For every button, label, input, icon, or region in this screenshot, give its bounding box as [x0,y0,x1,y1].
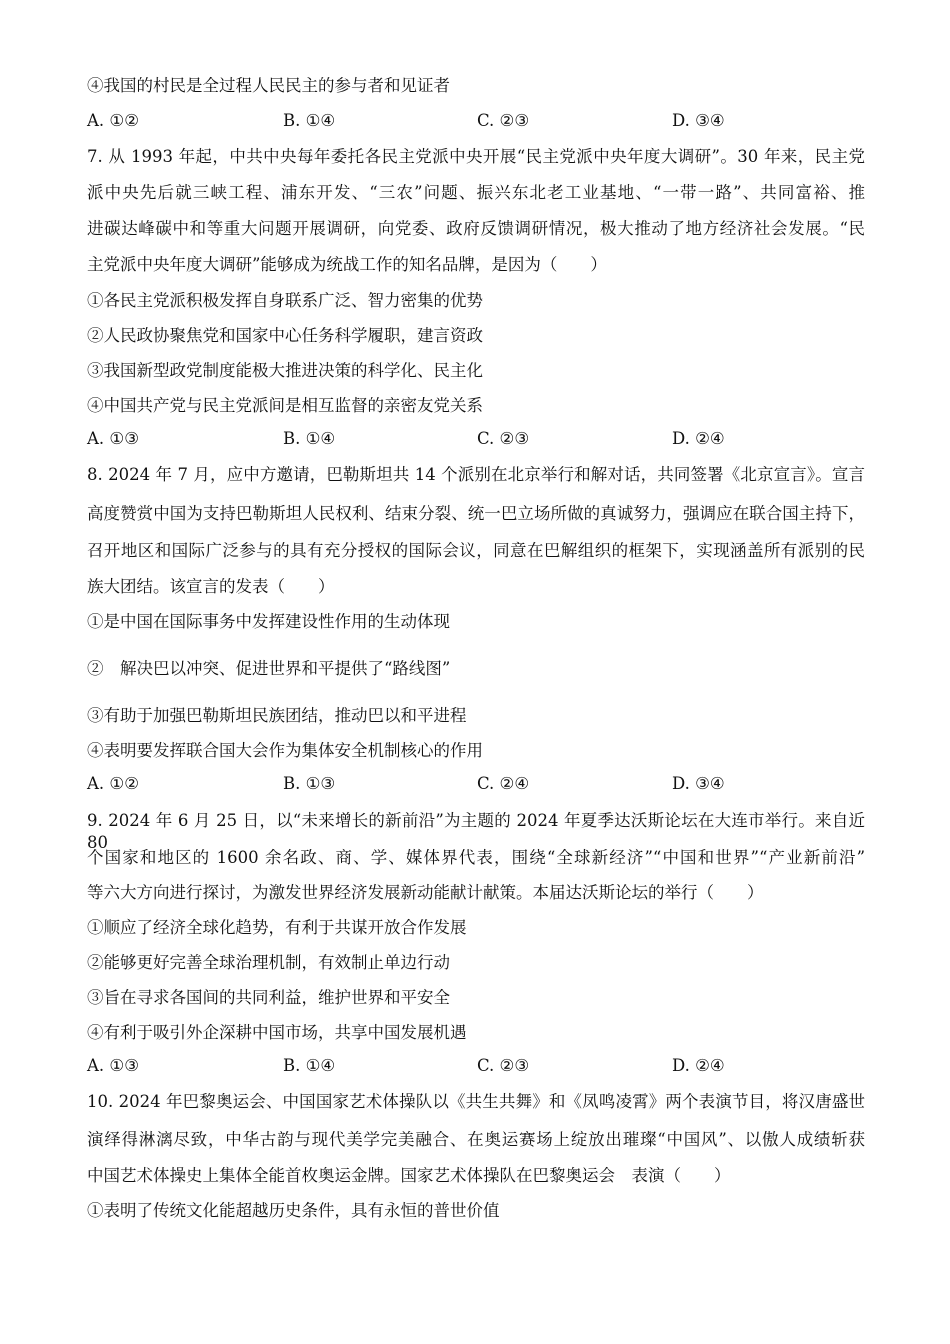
q8-statement-4: ④表明要发挥联合国大会作为集体安全机制核心的作用 [87,741,483,760]
q9-stem-line-3: 等六大方向进行探讨，为激发世界经济发展新动能献计献策。本届达沃斯论坛的举行（ ） [87,883,764,902]
q9-stem-line-1: 9. 2024 年 6 月 25 日，以“未来增长的新前沿”为主题的 2024 年夏季达沃斯论坛在大连市举行。来自近 80 [87,811,865,852]
q7-stem-line-4: 主党派中央年度大调研”能够成为统战工作的知名品牌，是因为（ ） [87,255,607,274]
q7-option-a: A. ①③ [87,429,139,448]
q9-statement-3: ③旨在寻求各国间的共同利益，维护世界和平安全 [87,988,450,1007]
q9-option-a: A. ①③ [87,1056,139,1075]
q9-statement-4: ④有利于吸引外企深耕中国市场，共享中国发展机遇 [87,1023,467,1042]
q7-statement-3: ③我国新型政党制度能极大推进决策的科学化、民主化 [87,361,483,380]
q8-option-d: D. ③④ [672,774,725,793]
q7-option-d: D. ②④ [672,429,725,448]
q9-options [87,1055,787,1077]
q8-options [87,773,787,795]
q7-stem-line-1: 7. 从 1993 年起，中共中央每年委托各民主党派中央开展“民主党派中央年度大调研”。30 年来，民主党 [87,147,865,166]
q7-options [87,428,787,450]
q8-stem-line-4: 族大团结。该宣言的发表（ ） [87,577,335,596]
q8-statement-1: ①是中国在国际事务中发挥建设性作用的生动体现 [87,612,450,631]
q8-stem-line-3: 召开地区和国际广泛参与的具有充分授权的国际会议，同意在巴解组织的框架下，实现涵盖所有派别的民 [87,541,865,560]
q8-stem-line-2: 高度赞赏中国为支持巴勒斯坦人民权利、结束分裂、统一巴立场所做的真诚努力，强调应在联合国主持下， [87,504,865,523]
q7-stem-line-2: 派中央先后就三峡工程、浦东开发、“三农”问题、振兴东北老工业基地、“一带一路”、共同富裕、推 [87,183,865,202]
q6-option-c: C. ②③ [477,111,530,130]
q7-statement-1: ①各民主党派积极发挥自身联系广泛、智力密集的优势 [87,291,483,310]
q7-stem-line-3: 进碳达峰碳中和等重大问题开展调研，向党委、政府反馈调研情况，极大推动了地方经济社会发展。“民 [87,219,865,238]
q7-option-c: C. ②③ [477,429,530,448]
q7-statement-4: ④中国共产党与民主党派间是相互监督的亲密友党关系 [87,396,483,415]
q6-options [87,110,787,132]
q8-statement-2: ② 解决巴以冲突、促进世界和平提供了“路线图” [87,659,451,678]
q9-statement-2: ②能够更好完善全球治理机制，有效制止单边行动 [87,953,450,972]
q6-option-d: D. ③④ [672,111,725,130]
q9-option-c: C. ②③ [477,1056,530,1075]
q8-option-b: B. ①③ [283,774,336,793]
q10-stem-line-1: 10. 2024 年巴黎奥运会、中国国家艺术体操队以《共生共舞》和《凤鸣凌霄》两个表演节目，将汉唐盛世 [87,1092,865,1111]
q8-option-c: C. ②④ [477,774,530,793]
q9-option-d: D. ②④ [672,1056,725,1075]
q10-stem-line-2: 演绎得淋漓尽致，中华古韵与现代美学完美融合、在奥运赛场上绽放出璀璨“中国风”、以傲人成绩斩获 [87,1130,865,1149]
q7-statement-2: ②人民政协聚焦党和国家中心任务科学履职，建言资政 [87,326,483,345]
q6-option-a: A. ①② [87,111,139,130]
q8-statement-3: ③有助于加强巴勒斯坦民族团结，推动巴以和平进程 [87,706,467,725]
q6-statement-4: ④我国的村民是全过程人民民主的参与者和见证者 [87,76,450,95]
q8-option-a: A. ①② [87,774,139,793]
q8-stem-line-1: 8. 2024 年 7 月，应中方邀请，巴勒斯坦共 14 个派别在北京举行和解对话，共同签署《北京宣言》。宣言 [87,465,865,484]
q9-statement-1: ①顺应了经济全球化趋势，有利于共谋开放合作发展 [87,918,467,937]
q9-option-b: B. ①④ [283,1056,336,1075]
q10-statement-1: ①表明了传统文化能超越历史条件，具有永恒的普世价值 [87,1201,500,1220]
q9-stem-line-2: 个国家和地区的 1600 余名政、商、学、媒体界代表，围绕“全球新经济”“中国和世界”“产业新前沿” [87,848,865,867]
q7-option-b: B. ①④ [283,429,336,448]
q10-stem-line-3: 中国艺术体操史上集体全能首枚奥运金牌。国家艺术体操队在巴黎奥运会 表演（ ） [87,1166,731,1185]
q6-option-b: B. ①④ [283,111,336,130]
